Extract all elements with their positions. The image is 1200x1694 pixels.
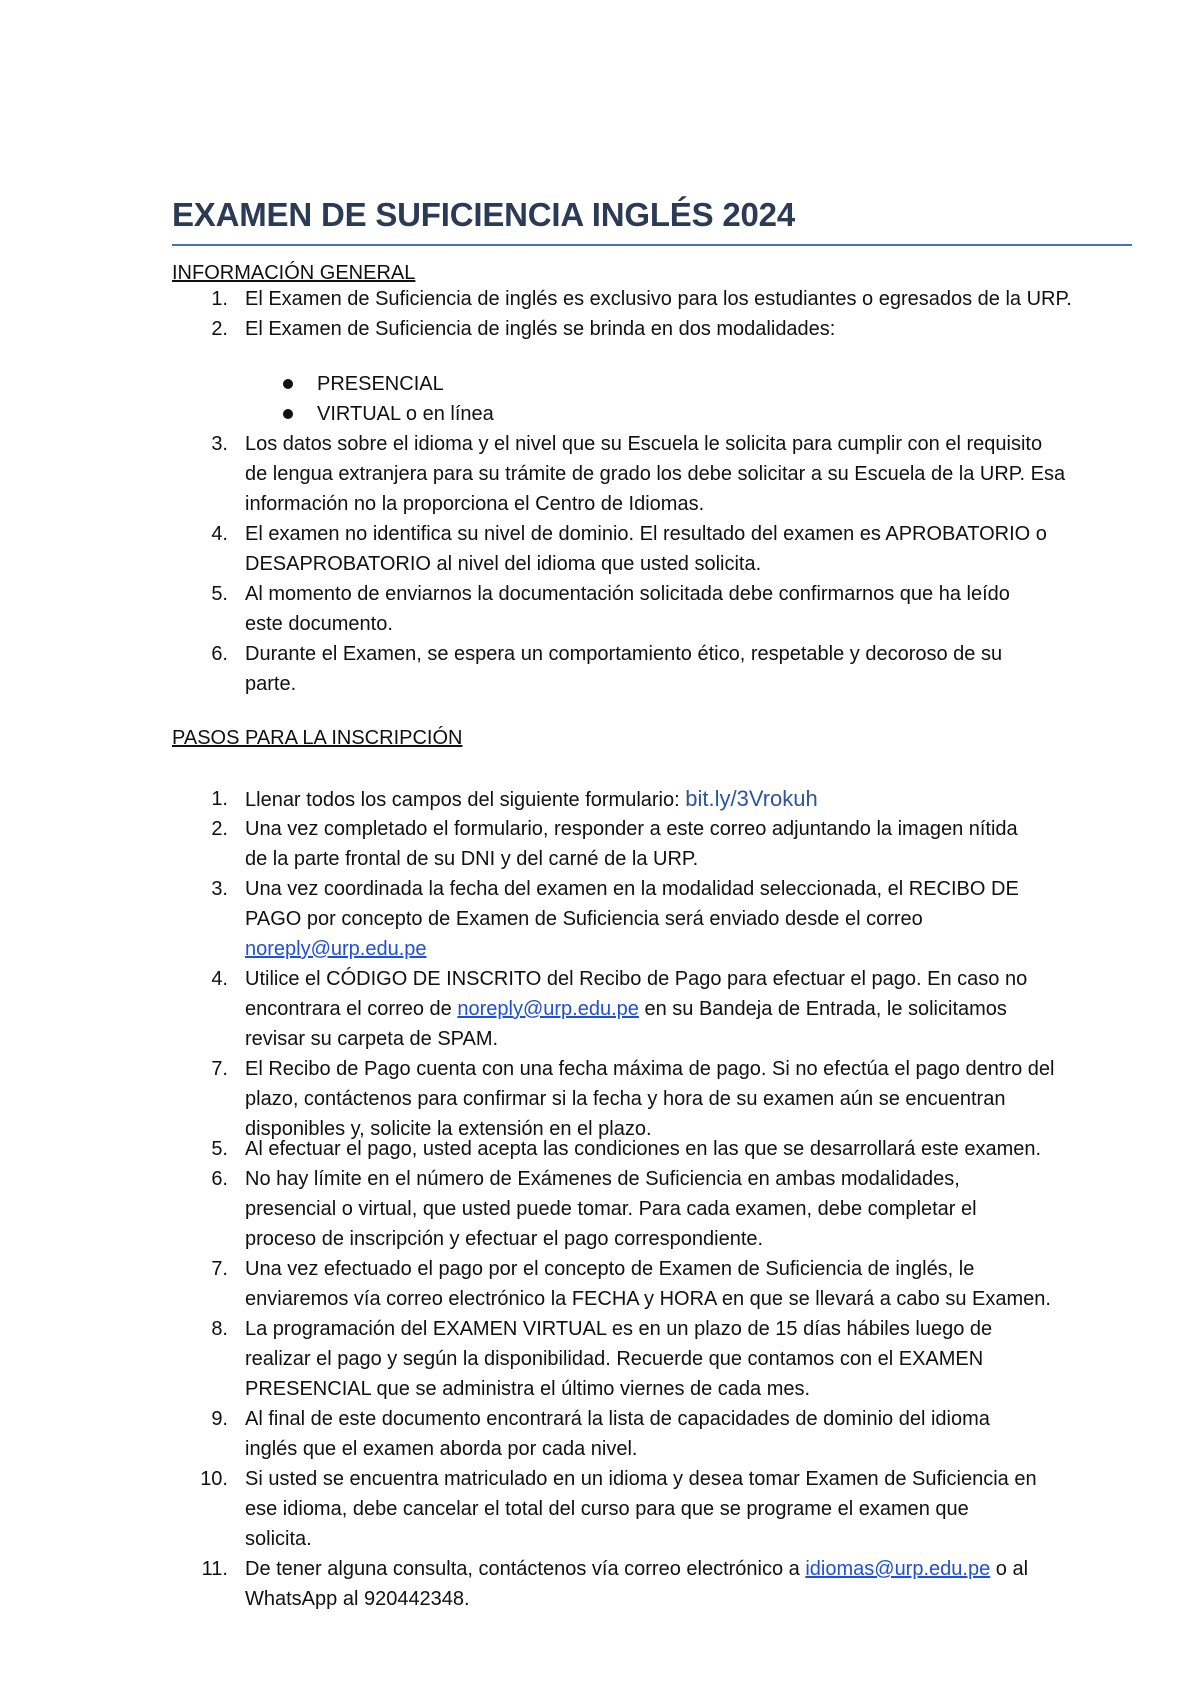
list-item-text: DESAPROBATORIO al nivel del idioma que usted solicita. <box>245 553 762 575</box>
list-item-text: Utilice el CÓDIGO DE INSCRITO del Recibo de Pago para efectuar el pago. En caso no <box>245 968 1028 990</box>
list-item-text: La programación del EXAMEN VIRTUAL es en un plazo de 15 días hábiles luego de <box>245 1318 993 1340</box>
list-number: 6. <box>211 1168 228 1190</box>
list-number: 7. <box>211 1258 228 1280</box>
list-item-text: presencial o virtual, que usted puede tomar. Para cada examen, debe completar el <box>245 1198 977 1220</box>
list-number: 1. <box>211 788 228 810</box>
list-item-text: Al final de este documento encontrará la lista de capacidades de dominio del idioma <box>245 1408 990 1430</box>
registration-steps-heading: PASOS PARA LA INSCRIPCIÓN <box>172 727 463 749</box>
list-item-text: plazo, contáctenos para confirmar si la fecha y hora de su examen aún se encuentran <box>245 1088 1006 1110</box>
list-number: 4. <box>211 968 228 990</box>
list-number: 8. <box>211 1318 228 1340</box>
list-item-text: o al <box>995 1558 1029 1580</box>
list-number: 2. <box>211 318 228 340</box>
list-item-text: proceso de inscripción y efectuar el pago correspondiente. <box>245 1228 764 1250</box>
list-item-text: Los datos sobre el idioma y el nivel que su Escuela le solicita para cumplir con el requisito <box>245 433 1043 455</box>
list-number: 7. <box>211 1058 228 1080</box>
list-number: 1. <box>211 288 228 310</box>
list-item-text: de lengua extranjera para su trámite de grado los debe solicitar a su Escuela de la URP. Esa <box>245 463 1066 485</box>
list-item-text: Una vez completado el formulario, responder a este correo adjuntando la imagen nítida <box>245 818 1018 840</box>
list-item-text: WhatsApp al 920442348. <box>245 1588 470 1610</box>
noreply-email-link[interactable]: noreply@urp.edu.pe <box>245 938 427 960</box>
list-item-text <box>245 997 1007 1021</box>
list-item-text: El Examen de Suficiencia de inglés se brinda en dos modalidades: <box>245 318 836 340</box>
list-item-text <box>245 1557 1028 1581</box>
bullet-item-text: VIRTUAL o en línea <box>317 403 494 425</box>
list-item-text: solicita. <box>245 1528 312 1550</box>
list-item-text: ese idioma, debe cancelar el total del curso para que se programe el examen que <box>245 1498 969 1520</box>
list-item-text: información no la proporciona el Centro de Idiomas. <box>245 493 705 515</box>
list-item-text <box>245 787 818 812</box>
list-item-text: enviaremos vía correo electrónico la FECHA y HORA en que se llevará a cabo su Examen. <box>245 1288 1051 1310</box>
list-item-text: PAGO por concepto de Examen de Suficiencia será enviado desde el correo <box>245 908 923 930</box>
list-item-text: en su Bandeja de Entrada, le solicitamos <box>644 998 1007 1020</box>
general-info-heading: INFORMACIÓN GENERAL <box>172 262 416 284</box>
list-number: 3. <box>211 433 228 455</box>
bullet-item-text: PRESENCIAL <box>317 373 444 395</box>
list-item-text: PRESENCIAL que se administra el último viernes de cada mes. <box>245 1378 811 1400</box>
list-number: 4. <box>211 523 228 545</box>
list-item-text: inglés que el examen aborda por cada nivel. <box>245 1438 638 1460</box>
list-item-text: El Recibo de Pago cuenta con una fecha máxima de pago. Si no efectúa el pago dentro del <box>245 1058 1055 1080</box>
list-number: 5. <box>211 1138 228 1160</box>
page-title: EXAMEN DE SUFICIENCIA INGLÉS 2024 <box>172 196 795 233</box>
list-item-text: Llenar todos los campos del siguiente formulario: <box>245 789 680 811</box>
noreply-email-link[interactable]: noreply@urp.edu.pe <box>457 998 639 1020</box>
list-item-text: El Examen de Suficiencia de inglés es exclusivo para los estudiantes o egresados de la URP. <box>245 288 1072 310</box>
list-number: 5. <box>211 583 228 605</box>
list-item-text: Durante el Examen, se espera un comportamiento ético, respetable y decoroso de su <box>245 643 1003 665</box>
list-item-text: Al efectuar el pago, usted acepta las condiciones en las que se desarrollará este examen. <box>245 1138 1042 1160</box>
list-number: 2. <box>211 818 228 840</box>
form-link[interactable]: bit.ly/3Vrokuh <box>685 786 818 811</box>
list-number: 6. <box>211 643 228 665</box>
list-item-text: Al momento de enviarnos la documentación solicitada debe confirmarnos que ha leído <box>245 583 1010 605</box>
list-item-text: este documento. <box>245 613 393 635</box>
list-item-text: revisar su carpeta de SPAM. <box>245 1028 499 1050</box>
list-item-text: De tener alguna consulta, contáctenos vía correo electrónico a <box>245 1558 800 1580</box>
list-item-text: parte. <box>245 673 297 695</box>
list-item-text: El examen no identifica su nivel de dominio. El resultado del examen es APROBATORIO o <box>245 523 1047 545</box>
list-number: 9. <box>211 1408 228 1430</box>
list-item-text: No hay límite en el número de Exámenes de Suficiencia en ambas modalidades, <box>245 1168 960 1190</box>
list-item-text: Una vez efectuado el pago por el concepto de Examen de Suficiencia de inglés, le <box>245 1258 975 1280</box>
list-item-text: encontrara el correo de <box>245 998 452 1020</box>
list-number: 10. <box>200 1468 228 1490</box>
list-item-text: realizar el pago y según la disponibilidad. Recuerde que contamos con el EXAMEN <box>245 1348 984 1370</box>
list-item-text: de la parte frontal de su DNI y del carné de la URP. <box>245 848 699 870</box>
list-item-text: Si usted se encuentra matriculado en un idioma y desea tomar Examen de Suficiencia en <box>245 1468 1037 1490</box>
list-number: 3. <box>211 878 228 900</box>
idiomas-email-link[interactable]: idiomas@urp.edu.pe <box>805 1558 991 1580</box>
list-number: 11. <box>201 1558 228 1580</box>
list-item-text: Una vez coordinada la fecha del examen en la modalidad seleccionada, el RECIBO DE <box>245 878 1019 900</box>
list-item-text: disponibles y, solicite la extensión en el plazo. <box>245 1118 652 1140</box>
